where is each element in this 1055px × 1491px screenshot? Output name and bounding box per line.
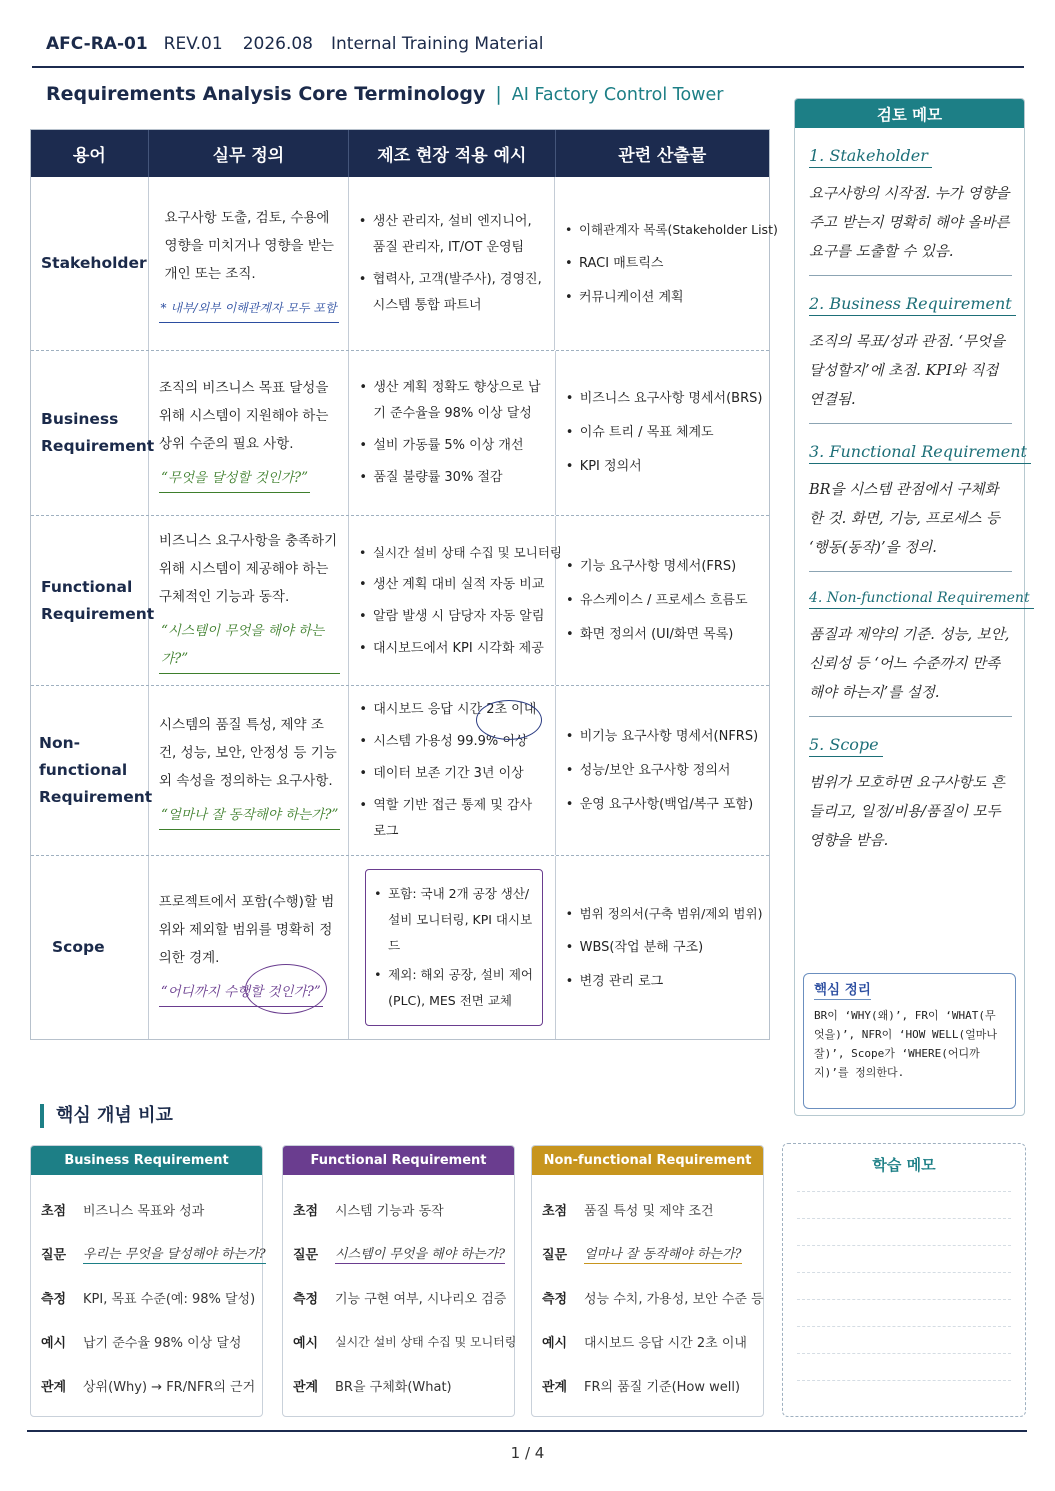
memo-body: 요구사항의 시작점. 누가 영향을 주고 받는지 명확히 해야 올바른 요구를 도출할 수 있음. — [809, 180, 1012, 276]
card-value: 품질 특성 및 제약 조건 — [584, 1203, 714, 1219]
card-row — [283, 1275, 514, 1319]
card-value: KPI, 목표 수준(예: 98% 달성) — [83, 1291, 256, 1307]
artifacts-cell — [555, 177, 778, 350]
artifact-item: • 범위 정의서(구축 범위/제외 범위) — [566, 901, 763, 927]
memo-line — [797, 1191, 1011, 1192]
example-item: • 대시보드 응답 시간 2초 이내 — [359, 697, 548, 723]
memo-heading: 4. Non-functional Requirement — [809, 590, 1034, 609]
card-row — [532, 1363, 763, 1407]
memo-line — [797, 1353, 1011, 1354]
summary-box — [803, 973, 1016, 1109]
example-item: • 시스템 가용성 99.9% 이상 — [359, 729, 548, 755]
definition-cell — [149, 177, 349, 350]
document-header — [46, 34, 543, 58]
artifacts-cell — [556, 686, 769, 855]
card-row — [283, 1231, 514, 1275]
card-key: 측정 — [293, 1291, 319, 1307]
card-row — [283, 1319, 517, 1363]
memo-section — [795, 572, 1030, 717]
examples-cell — [349, 686, 555, 855]
memo-heading: 1. Stakeholder — [809, 146, 932, 168]
example-item: • 생산 계획 정확도 향상으로 납기 준수율을 98% 이상 달성 — [359, 375, 548, 427]
memo-line — [797, 1326, 1011, 1327]
title-sub: AI Factory Control Tower — [511, 85, 724, 105]
definition-quote: “얼마나 잘 동작해야 하는가?” — [159, 801, 340, 830]
memo-line — [797, 1380, 1011, 1381]
card-key: 초점 — [41, 1203, 67, 1219]
memo-heading: 3. Functional Requirement — [809, 442, 1031, 464]
definition-cell — [149, 516, 349, 685]
card-row — [31, 1187, 262, 1231]
artifact-item: • 비즈니스 요구사항 명세서(BRS) — [566, 386, 763, 412]
memo-body: BR을 시스템 관점에서 구체화한 것. 화면, 기능, 프로세스 등 ‘행동(동작)’을 정의. — [809, 476, 1012, 572]
study-title: 학습 메모 — [872, 1156, 936, 1174]
card-row — [532, 1319, 763, 1363]
term-cell: Scope — [31, 856, 149, 1039]
card-value: BR을 구체화(What) — [335, 1379, 452, 1395]
card-value: 기능 구현 여부, 시나리오 검증 — [335, 1291, 507, 1307]
term-cell: Stakeholder — [31, 177, 149, 350]
summary-body: BR이 ‘WHY(왜)’, FR이 ‘WHAT(무엇을)’, NFR이 ‘HOW WELL(얼마나 잘)’, Scope가 ‘WHERE(어디까지)’를 정의한다. — [814, 1009, 997, 1079]
artifact-item: • WBS(작업 분해 구조) — [566, 935, 763, 961]
card-header: Non-functional Requirement — [532, 1146, 763, 1175]
example-item: • 대시보드에서 KPI 시각화 제공 — [359, 636, 549, 662]
memo-line — [797, 1272, 1011, 1273]
memo-body: 범위가 모호하면 요구사항도 흔들리고, 일정/비용/품질이 모두 영향을 받음. — [809, 775, 1005, 849]
header-definition: 실무 정의 — [149, 130, 349, 177]
artifact-item: • RACI 매트릭스 — [565, 251, 763, 277]
doc-date: 2026.08 — [242, 34, 313, 54]
table-row — [31, 685, 769, 855]
artifacts-cell — [556, 856, 769, 1039]
example-item: • 생산 계획 대비 실적 자동 비교 — [359, 572, 549, 598]
card-row — [283, 1187, 514, 1231]
card-row — [532, 1275, 763, 1319]
comparison-card-business — [30, 1145, 266, 1417]
example-item: • 협력사, 고객(발주사), 경영진, 시스템 통합 파트너 — [359, 267, 548, 319]
card-value: 실시간 설비 상태 수집 및 모니터링 — [335, 1334, 517, 1349]
definition-quote: “어디까지 수행할 것인가?” — [159, 978, 323, 1007]
card-key: 초점 — [542, 1203, 568, 1219]
term-cell: Functional Requirement — [31, 516, 149, 685]
artifact-item: • 화면 정의서 (UI/화면 목록) — [566, 622, 763, 648]
card-key: 측정 — [41, 1291, 67, 1307]
examples-cell — [349, 351, 555, 515]
card-key: 측정 — [542, 1291, 568, 1307]
artifact-item: • 유스케이스 / 프로세스 흐름도 — [566, 588, 763, 614]
card-row — [532, 1231, 763, 1275]
examples-cell — [349, 856, 555, 1039]
top-divider — [32, 66, 1024, 68]
card-header: Functional Requirement — [283, 1146, 514, 1175]
card-value: 대시보드 응답 시간 2초 이내 — [584, 1335, 747, 1351]
definition-cell — [149, 686, 349, 855]
definition-quote: “시스템이 무엇을 해야 하는가?” — [159, 617, 340, 674]
card-key: 초점 — [293, 1203, 319, 1219]
card-value: 비즈니스 목표와 성과 — [83, 1203, 205, 1219]
card-value: 얼마나 잘 동작해야 하는가? — [584, 1243, 742, 1264]
memo-body: 조직의 목표/성과 관점. ‘무엇을 달성할지’에 초점. KPI와 직접 연결됨. — [809, 328, 1012, 424]
example-item: • 설비 가동률 5% 이상 개선 — [359, 433, 548, 459]
memo-section — [795, 128, 1024, 276]
example-item: • 알람 발생 시 담당자 자동 알림 — [359, 604, 549, 630]
definition-note: * 내부/외부 이해관계자 모두 포함 — [159, 294, 339, 323]
memo-line — [797, 1299, 1011, 1300]
definition-text: 시스템의 품질 특성, 제약 조건, 성능, 보안, 안정성 등 기능 외 속성을 정의하는 요구사항. — [159, 717, 337, 789]
artifacts-cell — [556, 516, 769, 685]
table-header — [31, 130, 769, 177]
example-item: • 제외: 해외 공장, 설비 제어(PLC), MES 전면 교체 — [374, 962, 533, 1014]
title-separator: | — [495, 83, 502, 105]
definition-quote: “무엇을 달성할 것인가?” — [159, 464, 310, 493]
card-row — [31, 1231, 266, 1275]
artifact-item: • 성능/보안 요구사항 정의서 — [566, 758, 763, 784]
memo-heading: 2. Business Requirement — [809, 294, 1016, 316]
card-value: 시스템 기능과 동작 — [335, 1203, 444, 1219]
artifact-item: • 이슈 트리 / 목표 체계도 — [566, 420, 763, 446]
table-row — [31, 350, 769, 515]
card-key: 예시 — [542, 1335, 568, 1351]
artifacts-cell — [556, 351, 769, 515]
comparison-title: 핵심 개념 비교 — [40, 1104, 173, 1128]
card-key: 질문 — [41, 1247, 67, 1263]
header-examples: 제조 현장 적용 예시 — [349, 130, 555, 177]
memo-heading: 5. Scope — [809, 735, 883, 757]
memo-line — [797, 1245, 1011, 1246]
table-row — [31, 855, 769, 1039]
card-row — [532, 1187, 763, 1231]
page-number: 1 / 4 — [510, 1444, 545, 1462]
examples-cell — [349, 516, 562, 685]
example-item: • 실시간 설비 상태 수집 및 모니터링 — [359, 540, 549, 566]
term-cell: Business Requirement — [31, 351, 149, 515]
example-item: • 역할 기반 접근 통제 및 감사 로그 — [359, 793, 548, 845]
memo-section — [795, 276, 1024, 424]
doc-code: AFC-RA-01 — [46, 34, 148, 54]
example-item: • 데이터 보존 기간 3년 이상 — [359, 761, 548, 787]
definition-text: 비즈니스 요구사항을 충족하기 위해 시스템이 제공해야 하는 구체적인 기능과 동작. — [159, 533, 338, 605]
artifact-item: • 이해관계자 목록(Stakeholder List) — [565, 217, 763, 243]
header-artifacts: 관련 산출물 — [618, 146, 707, 166]
card-key: 관계 — [542, 1379, 568, 1395]
example-item: • 품질 불량률 30% 절감 — [359, 465, 548, 491]
definition-cell — [149, 856, 349, 1039]
memo-section — [795, 717, 1024, 864]
header-term: 용어 — [31, 130, 149, 177]
example-item: • 포함: 국내 2개 공장 생산/설비 모니터링, KPI 대시보드 — [374, 881, 533, 959]
definition-text: 요구사항 도출, 검토, 수용에 영향을 미치거나 영향을 받는 개인 또는 조직. — [164, 210, 334, 282]
card-key: 관계 — [293, 1379, 319, 1395]
review-memo-panel — [794, 98, 1030, 1116]
card-value: FR의 품질 기준(How well) — [584, 1379, 741, 1395]
artifact-item: • KPI 정의서 — [566, 454, 763, 480]
terminology-table — [30, 129, 778, 1040]
bottom-divider — [27, 1430, 1027, 1432]
definition-text: 조직의 비즈니스 목표 달성을 위해 시스템이 지원해야 하는 상위 수준의 필요 사항. — [159, 379, 329, 452]
definition-cell — [149, 351, 349, 515]
card-value: 상위(Why) → FR/NFR의 근거 — [83, 1379, 256, 1395]
example-item: • 생산 관리자, 설비 엔지니어, 품질 관리자, IT/OT 운영팀 — [359, 209, 548, 261]
memo-line — [797, 1218, 1011, 1219]
card-key: 질문 — [542, 1247, 568, 1263]
doc-revision: REV.01 — [163, 34, 223, 54]
card-key: 관계 — [41, 1379, 67, 1395]
artifact-item: • 커뮤니케이션 계획 — [565, 285, 763, 311]
comparison-card-functional — [282, 1145, 515, 1417]
study-memo-panel[interactable] — [782, 1143, 1026, 1417]
table-row — [31, 177, 778, 350]
page-title — [46, 83, 723, 105]
artifact-item: • 변경 관리 로그 — [566, 969, 763, 995]
card-row — [283, 1363, 514, 1407]
artifact-item: • 운영 요구사항(백업/복구 포함) — [566, 792, 763, 818]
study-lines — [783, 1191, 1025, 1381]
examples-cell — [349, 177, 555, 350]
comparison-card-nonfunctional — [531, 1145, 764, 1417]
card-value: 성능 수치, 가용성, 보안 수준 등 — [584, 1291, 764, 1307]
card-key: 질문 — [293, 1247, 319, 1263]
card-row — [31, 1319, 262, 1363]
annotation-circle — [245, 964, 327, 1014]
artifact-item: • 비기능 요구사항 명세서(NFRS) — [566, 724, 763, 750]
card-value: 납기 준수율 98% 이상 달성 — [83, 1335, 242, 1351]
artifact-item: • 기능 요구사항 명세서(FRS) — [566, 554, 763, 580]
card-value: 우리는 무엇을 달성해야 하는가? — [83, 1243, 266, 1264]
memo-title: 검토 메모 — [795, 99, 1024, 128]
summary-title: 핵심 정리 — [814, 978, 871, 1000]
annotation-circle — [476, 700, 542, 740]
card-row — [31, 1363, 262, 1407]
term-cell: Non-functional Requirement — [31, 686, 149, 855]
card-key: 예시 — [41, 1335, 67, 1351]
card-rows — [283, 1175, 517, 1407]
title-main: Requirements Analysis Core Terminology — [46, 83, 486, 105]
card-rows — [31, 1175, 266, 1407]
card-row — [31, 1275, 262, 1319]
memo-section — [795, 424, 1027, 572]
table-row — [31, 515, 769, 685]
doc-material: Internal Training Material — [331, 34, 544, 54]
card-rows — [532, 1175, 763, 1407]
card-value: 시스템이 무엇을 해야 하는가? — [335, 1243, 505, 1264]
definition-text: 프로젝트에서 포함(수행)할 범위와 제외할 범위를 명확히 정의한 경계. — [158, 894, 335, 966]
card-key: 예시 — [293, 1335, 319, 1351]
scope-box — [365, 869, 542, 1026]
memo-body: 품질과 제약의 기준. 성능, 보안, 신뢰성 등 ‘어느 수준까지 만족해야 하는지’를 설정. — [809, 621, 1012, 717]
card-header: Business Requirement — [31, 1146, 262, 1175]
